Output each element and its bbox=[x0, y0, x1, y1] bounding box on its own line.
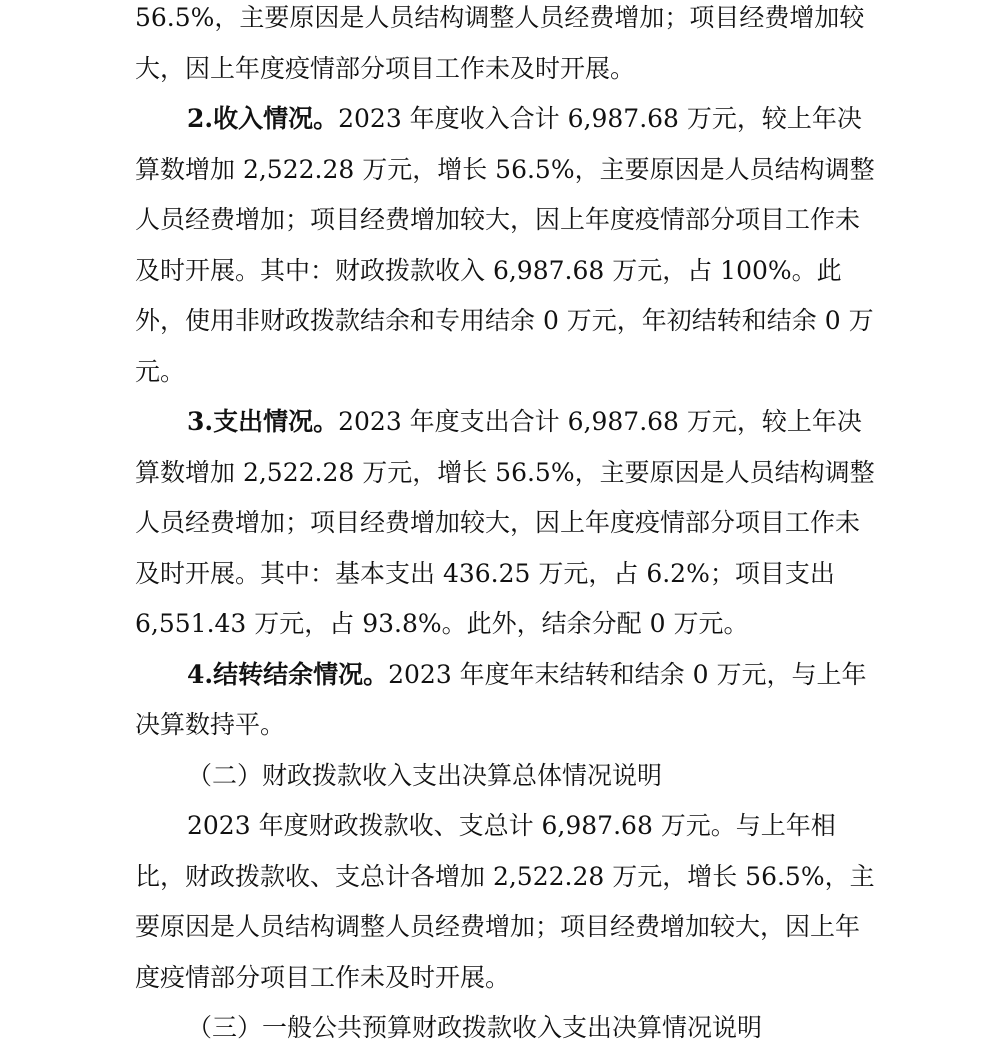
paragraph-continued bbox=[135, 0, 880, 94]
section-heading-3: （三）一般公共预算财政拨款收入支出决算情况说明 bbox=[187, 1013, 763, 1042]
paragraph-text: 2023 年度支出合计 6,987.68 万元，较上年决算数增加 2,522.28 万元，增长 56.5%，主要原因是人员结构调整人员经费增加；项目经费增加较大，因上年度疫情部分项目工作未及时开展。其中：基本支出 436.25 万元，占 6.2%；项目支出 6,551.43 万元，占 93.8%。此外，结余分配 0 万元。 bbox=[135, 407, 875, 638]
paragraph-carryover bbox=[135, 650, 880, 751]
section-heading-2: （二）财政拨款收入支出决算总体情况说明 bbox=[187, 760, 663, 790]
paragraph-text: 56.5%，主要原因是人员结构调整人员经费增加；项目经费增加较大，因上年度疫情部分项目工作未及时开展。 bbox=[135, 3, 865, 83]
paragraph-lead: 2.收入情况。 bbox=[187, 104, 339, 133]
paragraph-text: 2023 年度年末结转和结余 0 万元，与上年决算数持平。 bbox=[135, 659, 867, 739]
paragraph-text: 2023 年度收入合计 6,987.68 万元，较上年决算数增加 2,522.28 万元，增长 56.5%，主要原因是人员结构调整人员经费增加；项目经费增加较大，因上年度疫情部分项目工作未及时开展。其中：财政拨款收入 6,987.68 万元，占 100%。此外，使用非财政拨款结余和专用结余 0 万元，年初结转和结余 0 万元。 bbox=[135, 104, 875, 386]
paragraph-fiscal-total bbox=[135, 801, 880, 1003]
paragraph-expenditure bbox=[135, 397, 880, 650]
paragraph-income bbox=[135, 94, 880, 397]
paragraph-lead: 3.支出情况。 bbox=[187, 407, 339, 436]
paragraph-lead: 4.结转结余情况。 bbox=[187, 659, 389, 689]
paragraph-text: 2023 年度财政拨款收、支总计 6,987.68 万元。与上年相比，财政拨款收、支总计各增加 2,522.28 万元，增长 56.5%，主要原因是人员结构调整人员经费增加；项目经费增加较大，因上年度疫情部分项目工作未及时开展。 bbox=[135, 811, 875, 992]
